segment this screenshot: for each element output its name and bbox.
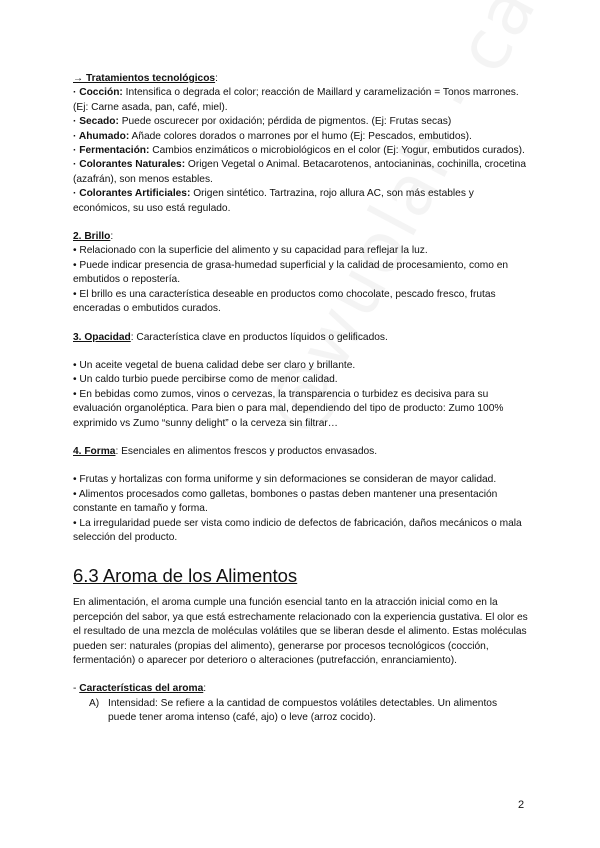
treatment-item: · Cocción: Intensifica o degrada el color; reacción de Maillard y caramelización = Tonos marrones. (Ej: Carne asada, pan, café, miel). — [73, 87, 519, 113]
aroma-section-title: 6.3 Aroma de los Alimentos — [73, 565, 298, 587]
brillo-bullet: • Relacionado con la superficie del alimento y su capacidad para reflejar la luz. — [73, 245, 428, 257]
treatment-item: · Fermentación: Cambios enzimáticos o microbiológicos en el color (Ej: Yogur, embutidos curados). — [73, 145, 525, 157]
aroma-characteristics-heading: - Características del aroma: — [73, 683, 207, 695]
opacidad-bullet: • En bebidas como zumos, vinos o cervezas, la transparencia o turbidez es decisiva para su evaluación organoléptica. Para bien o para mal, dependiendo del tipo de producto: Zumo 100% exprimido vs Zumo “sunny delight” o la cerveza sin filtrar… — [73, 388, 504, 429]
treatment-item: · Colorantes Artificiales: Origen sintético. Tartrazina, rojo allura AC, son más estables y económicos, su uso está regulado. — [73, 188, 474, 214]
opacidad-heading: 3. Opacidad: Característica clave en productos líquidos o gelificados. — [73, 331, 388, 343]
list-label: A) — [89, 697, 100, 709]
opacidad-bullet: • Un aceite vegetal de buena calidad debe ser claro y brillante. — [73, 359, 356, 371]
treatment-item: · Colorantes Naturales: Origen Vegetal o Animal. Betacarotenos, antocianinas, cochinilla, crocetina (azafrán), son menos estables. — [73, 159, 527, 185]
forma-bullet: • La irregularidad puede ser vista como indicio de defectos de fabricación, daños mecánicos o mala selección del producto. — [73, 517, 522, 543]
forma-heading: 4. Forma: Esenciales en alimentos frescos y productos envasados. — [73, 445, 378, 457]
opacidad-bullet: • Un caldo turbio puede percibirse como de menor calidad. — [73, 374, 338, 386]
treatments-heading: → Tratamientos tecnológicos: — [73, 73, 218, 84]
brillo-bullet: • El brillo es una característica deseable en productos como chocolate, pescado fresco, frutas enceradas o embutidos curados. — [73, 288, 496, 315]
list-text: Intensidad: Se refiere a la cantidad de compuestos volátiles detectables. Un alimentos puede tener aroma intenso (café, ajo) o leve (arroz cocido). — [108, 697, 498, 724]
brillo-heading: 2. Brillo: — [73, 231, 114, 243]
aroma-characteristic-item — [89, 697, 528, 726]
brillo-bullet: • Puede indicar presencia de grasa-humedad superficial y la calidad de procesamiento, como en embutidos o repostería. — [73, 259, 509, 286]
page-content — [73, 72, 528, 726]
forma-bullet: • Frutas y hortalizas con forma uniforme y sin deformaciones se consideran de mayor calidad. — [73, 474, 497, 486]
treatment-item: · Ahumado: Añade colores dorados o marrones por el humo (Ej: Pescados, embutidos). — [73, 130, 472, 142]
page-number: 2 — [518, 799, 525, 811]
aroma-paragraph: En alimentación, el aroma cumple una función esencial tanto en la atracción inicial como en la percepción del sabor, ya que está estrechamente relacionado con la experiencia gustativa. El olor es el resultado de una mezcla de moléculas volátiles que se liberan desde el alimento. Estas moléculas pueden ser: naturales (propias del alimento), generarse por procesos tecnológicos (cocción, fermentación) o aparecer por deterioro o alteraciones (putrefacción, enranciamiento). — [73, 597, 528, 666]
treatment-item: · Secado: Puede oscurecer por oxidación; pérdida de pigmentos. (Ej: Frutas secas) — [73, 116, 452, 128]
forma-bullet: • Alimentos procesados como galletas, bombones o pastas deben mantener una presentación constante en tamaño y forma. — [73, 488, 498, 515]
